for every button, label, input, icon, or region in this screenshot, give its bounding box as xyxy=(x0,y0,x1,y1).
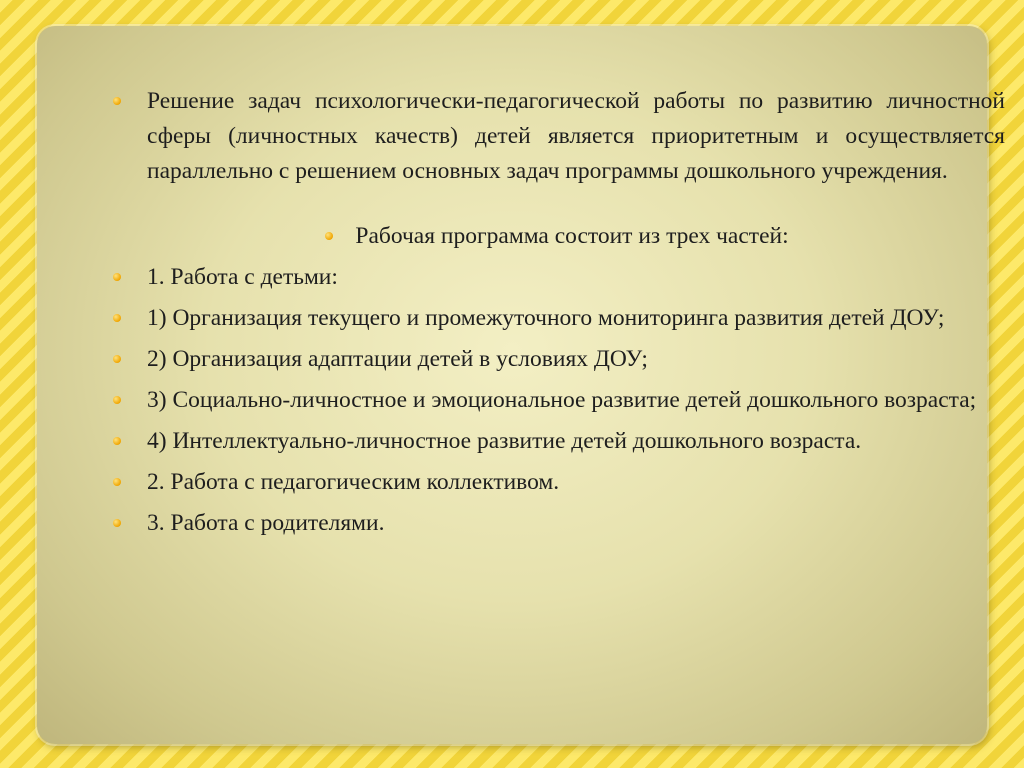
bullet-icon xyxy=(113,273,121,281)
bullet-icon xyxy=(113,437,121,445)
list-item-text: 1) Организация текущего и промежуточного мониторинга развития детей ДОУ; xyxy=(147,305,945,331)
bullet-icon xyxy=(113,519,121,527)
list-item xyxy=(109,465,1005,500)
heading-wrap xyxy=(325,219,788,254)
list-item-text: Рабочая программа состоит из трех частей: xyxy=(355,223,789,249)
list-item-text: 2. Работа с педагогическим коллективом. xyxy=(147,469,560,495)
content-panel xyxy=(37,26,1005,744)
bullet-icon xyxy=(113,314,121,322)
list-item xyxy=(109,342,1005,377)
list-item-heading xyxy=(109,219,1005,254)
bullet-icon xyxy=(113,478,121,486)
list-item-text: 2) Организация адаптации детей в условиях ДОУ; xyxy=(147,346,648,372)
bullet-icon xyxy=(113,355,121,363)
list-item xyxy=(109,383,1005,418)
list-item-text: 3. Работа с родителями. xyxy=(147,510,385,536)
list-item xyxy=(109,424,1005,459)
list-item-text: 3) Социально-личностное и эмоциональное развитие детей дошкольного возраста; xyxy=(147,387,977,413)
list-item xyxy=(109,301,1005,336)
list-item xyxy=(109,84,1005,189)
list-item xyxy=(109,260,1005,295)
list-item-text: 4) Интеллектуально-личностное развитие детей дошкольного возраста. xyxy=(147,428,862,454)
bullet-list xyxy=(109,84,1005,547)
bullet-icon xyxy=(113,396,121,404)
list-item-text: Решение задач психологически-педагогической работы по развитию личностной сферы (личностных качеств) детей является приоритетным и осуществляется параллельно с решением основных задач программы дошкольного учреждения. xyxy=(147,88,1005,184)
list-item-text: 1. Работа с детьми: xyxy=(147,264,338,290)
bullet-icon xyxy=(325,232,333,240)
bullet-icon xyxy=(113,97,121,105)
list-item xyxy=(109,506,1005,541)
